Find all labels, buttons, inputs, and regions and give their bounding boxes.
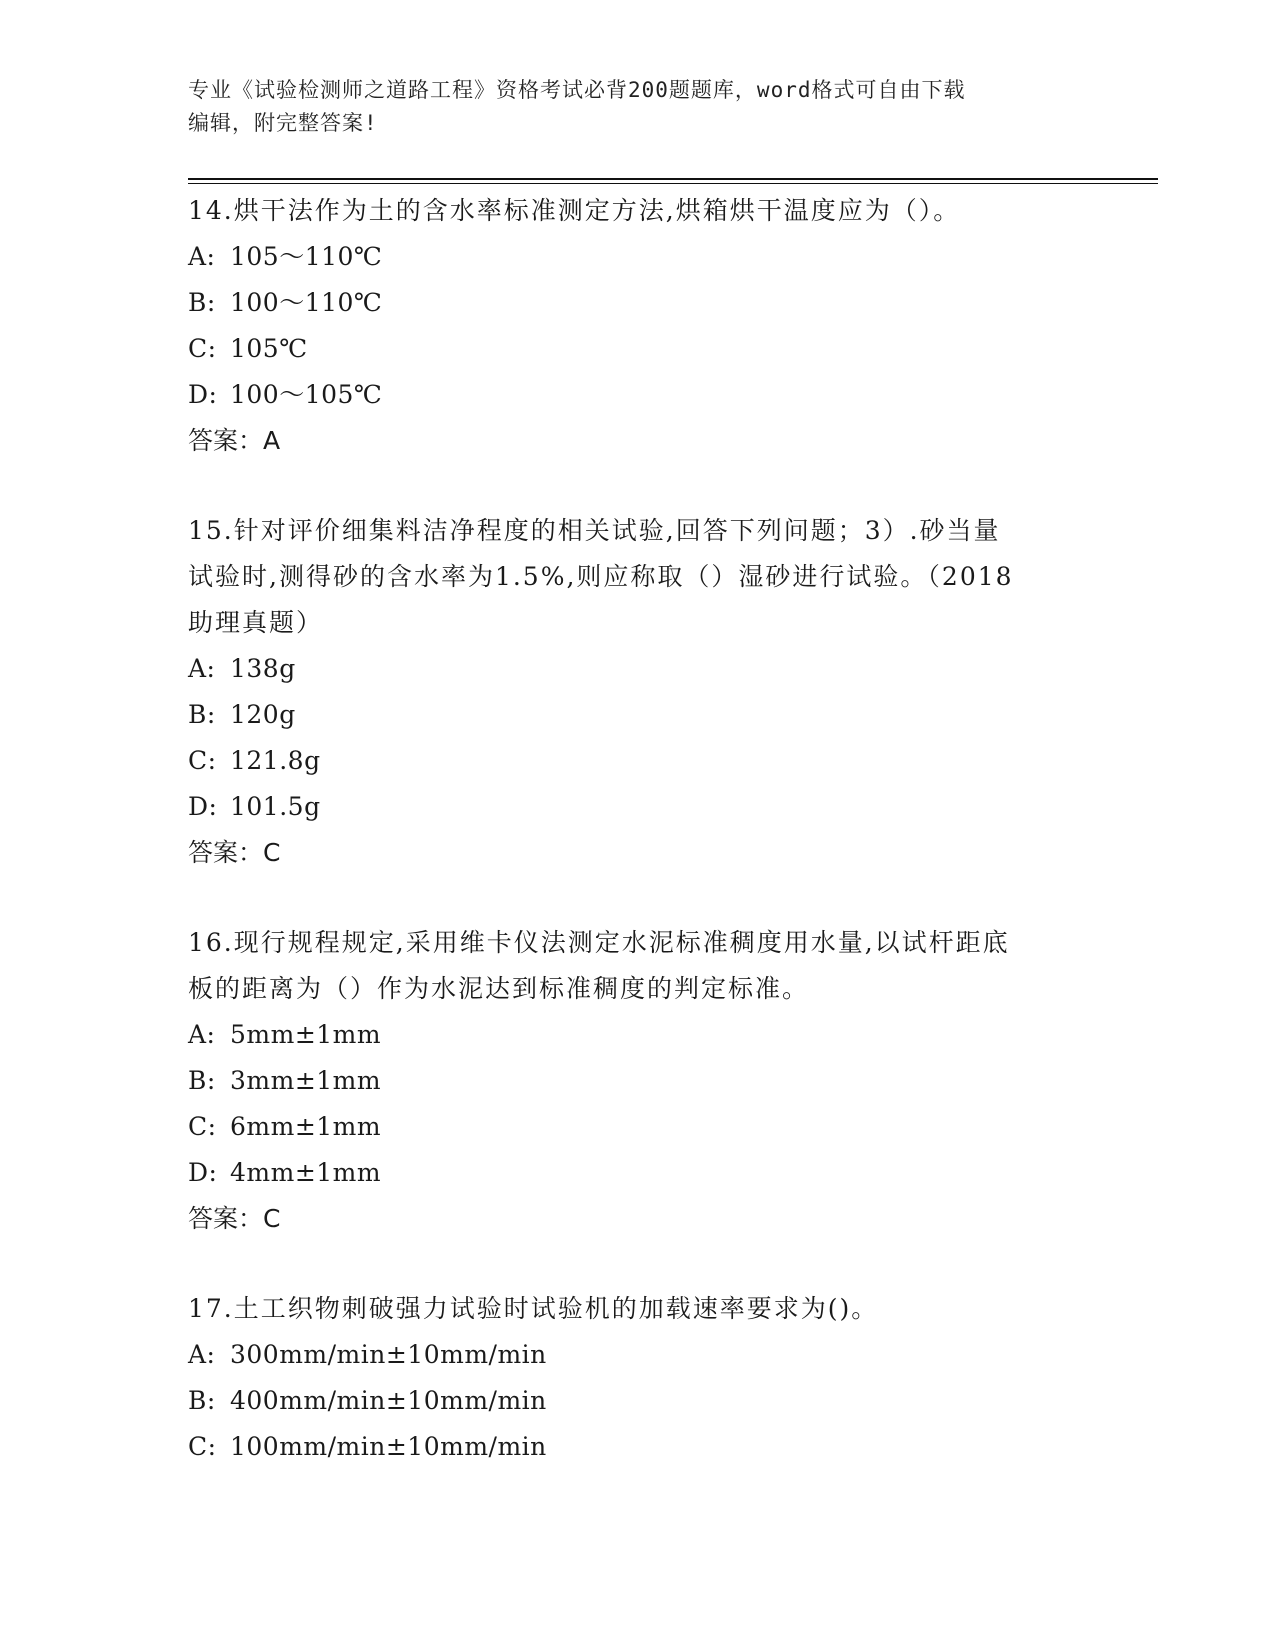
option-letter: D:: [188, 1158, 218, 1187]
option-text: 121.8g: [230, 746, 321, 775]
header-divider-thin: [188, 183, 1158, 184]
header-line-2: 编辑，附完整答案!: [188, 111, 378, 135]
question-text-line: 15.针对评价细集料洁净程度的相关试验,回答下列问题；3）.砂当量: [188, 516, 1001, 545]
option-letter: A:: [188, 1340, 216, 1369]
option-row: [188, 372, 1088, 418]
question-spacer: [188, 464, 1088, 508]
answer-line: 答案：C: [188, 1204, 281, 1233]
question-text-line: 助理真题）: [188, 608, 324, 637]
option-row: [188, 280, 1088, 326]
option-text: 3mm±1mm: [230, 1066, 382, 1095]
option-letter: D:: [188, 792, 218, 821]
option-text: 138g: [230, 654, 296, 683]
option-row: [188, 738, 1088, 784]
option-letter: D:: [188, 380, 218, 409]
option-letter: A:: [188, 654, 216, 683]
answer-line: 答案：A: [188, 426, 281, 455]
question-text-line: 14.烘干法作为土的含水率标准测定方法,烘箱烘干温度应为（）。: [188, 196, 961, 225]
option-letter: C:: [188, 1432, 217, 1461]
option-row: [188, 1378, 1088, 1424]
option-letter: A:: [188, 1020, 216, 1049]
option-text: 101.5g: [230, 792, 321, 821]
question-spacer: [188, 1242, 1088, 1286]
option-letter: B:: [188, 1066, 216, 1095]
document-header: [188, 74, 1068, 140]
option-text: 6mm±1mm: [230, 1112, 382, 1141]
option-text: 105～110℃: [230, 242, 383, 271]
header-line-1: 专业《试验检测师之道路工程》资格考试必背200题题库，word格式可自由下载: [188, 78, 966, 102]
option-text: 120g: [230, 700, 296, 729]
option-text: 5mm±1mm: [230, 1020, 382, 1049]
option-letter: C:: [188, 746, 217, 775]
option-row: [188, 1104, 1088, 1150]
question-text-line: 16.现行规程规定,采用维卡仪法测定水泥标准稠度用水量,以试杆距底: [188, 928, 1010, 957]
question-text-line: 试验时,测得砂的含水率为1.5%,则应称取（）湿砂进行试验。（2018: [188, 562, 1014, 591]
answer-line: 答案：C: [188, 838, 281, 867]
option-letter: B:: [188, 700, 216, 729]
option-text: 100～105℃: [230, 380, 383, 409]
question-text-line: 17.土工织物刺破强力试验时试验机的加载速率要求为()。: [188, 1294, 879, 1323]
option-text: 4mm±1mm: [230, 1158, 382, 1187]
option-row: [188, 1058, 1088, 1104]
option-letter: C:: [188, 334, 217, 363]
option-text: 105℃: [230, 334, 308, 363]
option-row: [188, 784, 1088, 830]
question-block: [188, 920, 1088, 1242]
option-row: [188, 1424, 1088, 1470]
question-text-line: 板的距离为（）作为水泥达到标准稠度的判定标准。: [188, 974, 810, 1003]
option-row: [188, 234, 1088, 280]
option-letter: B:: [188, 1386, 216, 1415]
option-row: [188, 692, 1088, 738]
option-text: 100mm/min±10mm/min: [230, 1432, 547, 1461]
option-row: [188, 1150, 1088, 1196]
option-row: [188, 1012, 1088, 1058]
header-divider-thick: [188, 178, 1158, 180]
option-text: 300mm/min±10mm/min: [230, 1340, 547, 1369]
question-block: [188, 188, 1088, 464]
question-list: [188, 188, 1088, 1470]
question-spacer: [188, 876, 1088, 920]
option-row: [188, 646, 1088, 692]
option-text: 400mm/min±10mm/min: [230, 1386, 547, 1415]
option-row: [188, 326, 1088, 372]
question-block: [188, 1286, 1088, 1470]
option-row: [188, 1332, 1088, 1378]
question-block: [188, 508, 1088, 876]
option-letter: A:: [188, 242, 216, 271]
option-letter: B:: [188, 288, 216, 317]
option-text: 100～110℃: [230, 288, 383, 317]
option-letter: C:: [188, 1112, 217, 1141]
